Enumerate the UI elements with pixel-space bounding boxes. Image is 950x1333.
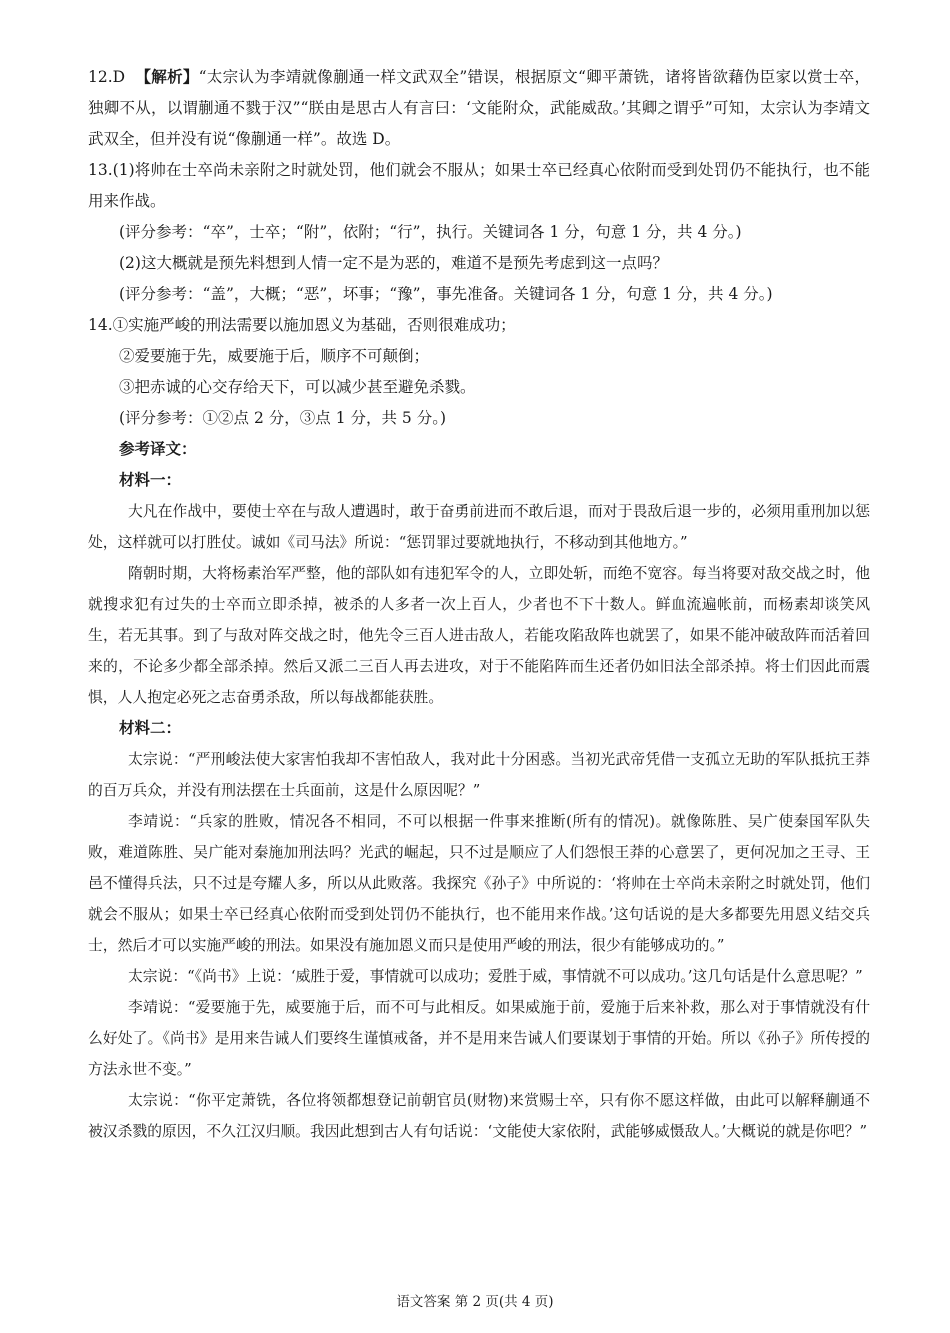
answer-12-text: “太宗认为李靖就像蒯通一样文武双全”错误，根据原文“卿平萧铣，诸将皆欲藉伪臣家以赏士卒，独卿不从，以谓蒯通不戮于汉”“朕由是思古人有言曰：‘文能附众，武能威敌。’其卿之谓乎”可知，太宗认为李靖文武双全，但并没有说“像蒯通一样”。故选 D。 xyxy=(88,68,870,148)
answer-14-point3: ③把赤诚的心交存给天下，可以减少甚至避免杀戮。 xyxy=(119,378,476,396)
material-2-paragraph: 李靖说：“爱要施于先，威要施于后，而不可与此相反。如果威施于前，爱施于后来补救，那么对于事情就没有什么好处了。《尚书》是用来告诫人们要终生谨慎戒备，并不是用来告诫人们要谋划于事情的开始。所以《孙子》所传授的方法永世不变。” xyxy=(88,999,870,1078)
material-2-translation xyxy=(88,744,870,1147)
material-2-paragraph: 李靖说：“兵家的胜败，情况各不相同，不可以根据一件事来推断(所有的情况)。就像陈胜、吴广使秦国军队失败，难道陈胜、吴广能对秦施加刑法吗？光武的崛起，只不过是顺应了人们怨恨王莽的心意罢了，更何况加之王寻、王邑不懂得兵法，只不过是夸耀人多，所以从此败落。我探究《孙子》中所说的：‘将帅在士卒尚未亲附之时就处罚，他们就会不服从；如果士卒已经真心依附而受到处罚仍不能执行，也不能用来作战。’这句话说的是大多都要先用恩义结交兵士，然后才可以实施严峻的刑法。如果没有施加恩义而只是使用严峻的刑法，很少有能够成功的。” xyxy=(88,813,870,954)
answer-14-score: (评分参考：①②点 2 分，③点 1 分，共 5 分。) xyxy=(119,409,446,427)
answer-13-number: 13. xyxy=(88,161,113,179)
answer-14-point1 xyxy=(88,310,870,341)
answer-14-point2: ②爱要施于先，威要施于后，顺序不可颠倒； xyxy=(119,347,430,365)
answer-12 xyxy=(88,62,870,155)
answer-12-number: 12. xyxy=(88,68,113,86)
material-2-label: 材料二： xyxy=(119,719,182,737)
answer-12-tag: 【解析】 xyxy=(135,68,199,86)
answer-13-part2: (2)这大概就是预先料想到人情一定不是为恶的，难道不是预先考虑到这一点吗？ xyxy=(119,254,668,272)
material-1-paragraph: 隋朝时期，大将杨素治军严整，他的部队如有违犯军令的人，立即处斩，而绝不宽容。每当将要对敌交战之时，他就搜求犯有过失的士卒而立即杀掉，被杀的人多者一次上百人，少者也不下十数人。鲜血流遍帐前，而杨素却谈笑风生，若无其事。到了与敌对阵交战之时，他先令三百人进击敌人，若能攻陷敌阵也就罢了，如果不能冲破敌阵而活着回来的，不论多少都全部杀掉。然后又派二三百人再去进攻，对于不能陷阵而生还者仍如旧法全部杀掉。将士们因此而震惧，人人抱定必死之志奋勇杀敌，所以每战都能获胜。 xyxy=(88,565,870,706)
material-2-paragraph: 太宗说：“你平定萧铣，各位将领都想登记前朝官员(财物)来赏赐士卒，只有你不愿这样做，由此可以解释蒯通不被汉杀戮的原因，不久江汉归顺。我因此想到古人有句话说：‘文能使大家依附，武能够威慑敌人。’大概说的就是你吧？” xyxy=(88,1092,870,1140)
material-1-translation xyxy=(88,496,870,713)
answer-13-score2: (评分参考：“盖”，大概；“恶”，坏事；“豫”，事先准备。关键词各 1 分，句意 1 分，共 4 分。) xyxy=(119,285,773,303)
material-2-paragraph: 太宗说：“严刑峻法使大家害怕我却不害怕敌人，我对此十分困惑。当初光武帝凭借一支孤立无助的军队抵抗王莽的百万兵众，并没有刑法摆在士兵面前，这是什么原因呢？” xyxy=(88,751,870,799)
material-1-paragraph: 大凡在作战中，要使士卒在与敌人遭遇时，敢于奋勇前进而不敢后退，而对于畏敌后退一步的，必须用重刑加以惩处，这样就可以打胜仗。诚如《司马法》所说：“惩罚罪过要就地执行，不移动到其他地方。” xyxy=(88,503,870,551)
answer-13-score1: (评分参考：“卒”，士卒；“附”，依附；“行”，执行。关键词各 1 分，句意 1 分，共 4 分。) xyxy=(119,223,742,241)
material-2-paragraph: 太宗说：“《尚书》上说：‘威胜于爱，事情就可以成功；爱胜于威，事情就不可以成功。’这几句话是什么意思呢？” xyxy=(127,968,863,985)
translation-heading: 参考译文： xyxy=(119,440,197,458)
page-content xyxy=(88,62,870,1147)
answer-14-point1-text: ①实施严峻的刑法需要以施加恩义为基础，否则很难成功； xyxy=(112,316,516,334)
answer-13-part1 xyxy=(88,155,870,217)
page-footer: 语文答案 第 2 页(共 4 页) xyxy=(396,1294,554,1310)
material-1-label: 材料一： xyxy=(119,471,182,489)
answer-12-letter: D xyxy=(112,68,126,86)
answer-13-part1-text: (1)将帅在士卒尚未亲附之时就处罚，他们就会不服从；如果士卒已经真心依附而受到处罚仍不能执行，也不能用来作战。 xyxy=(88,161,870,210)
answer-14-number: 14. xyxy=(88,316,113,334)
